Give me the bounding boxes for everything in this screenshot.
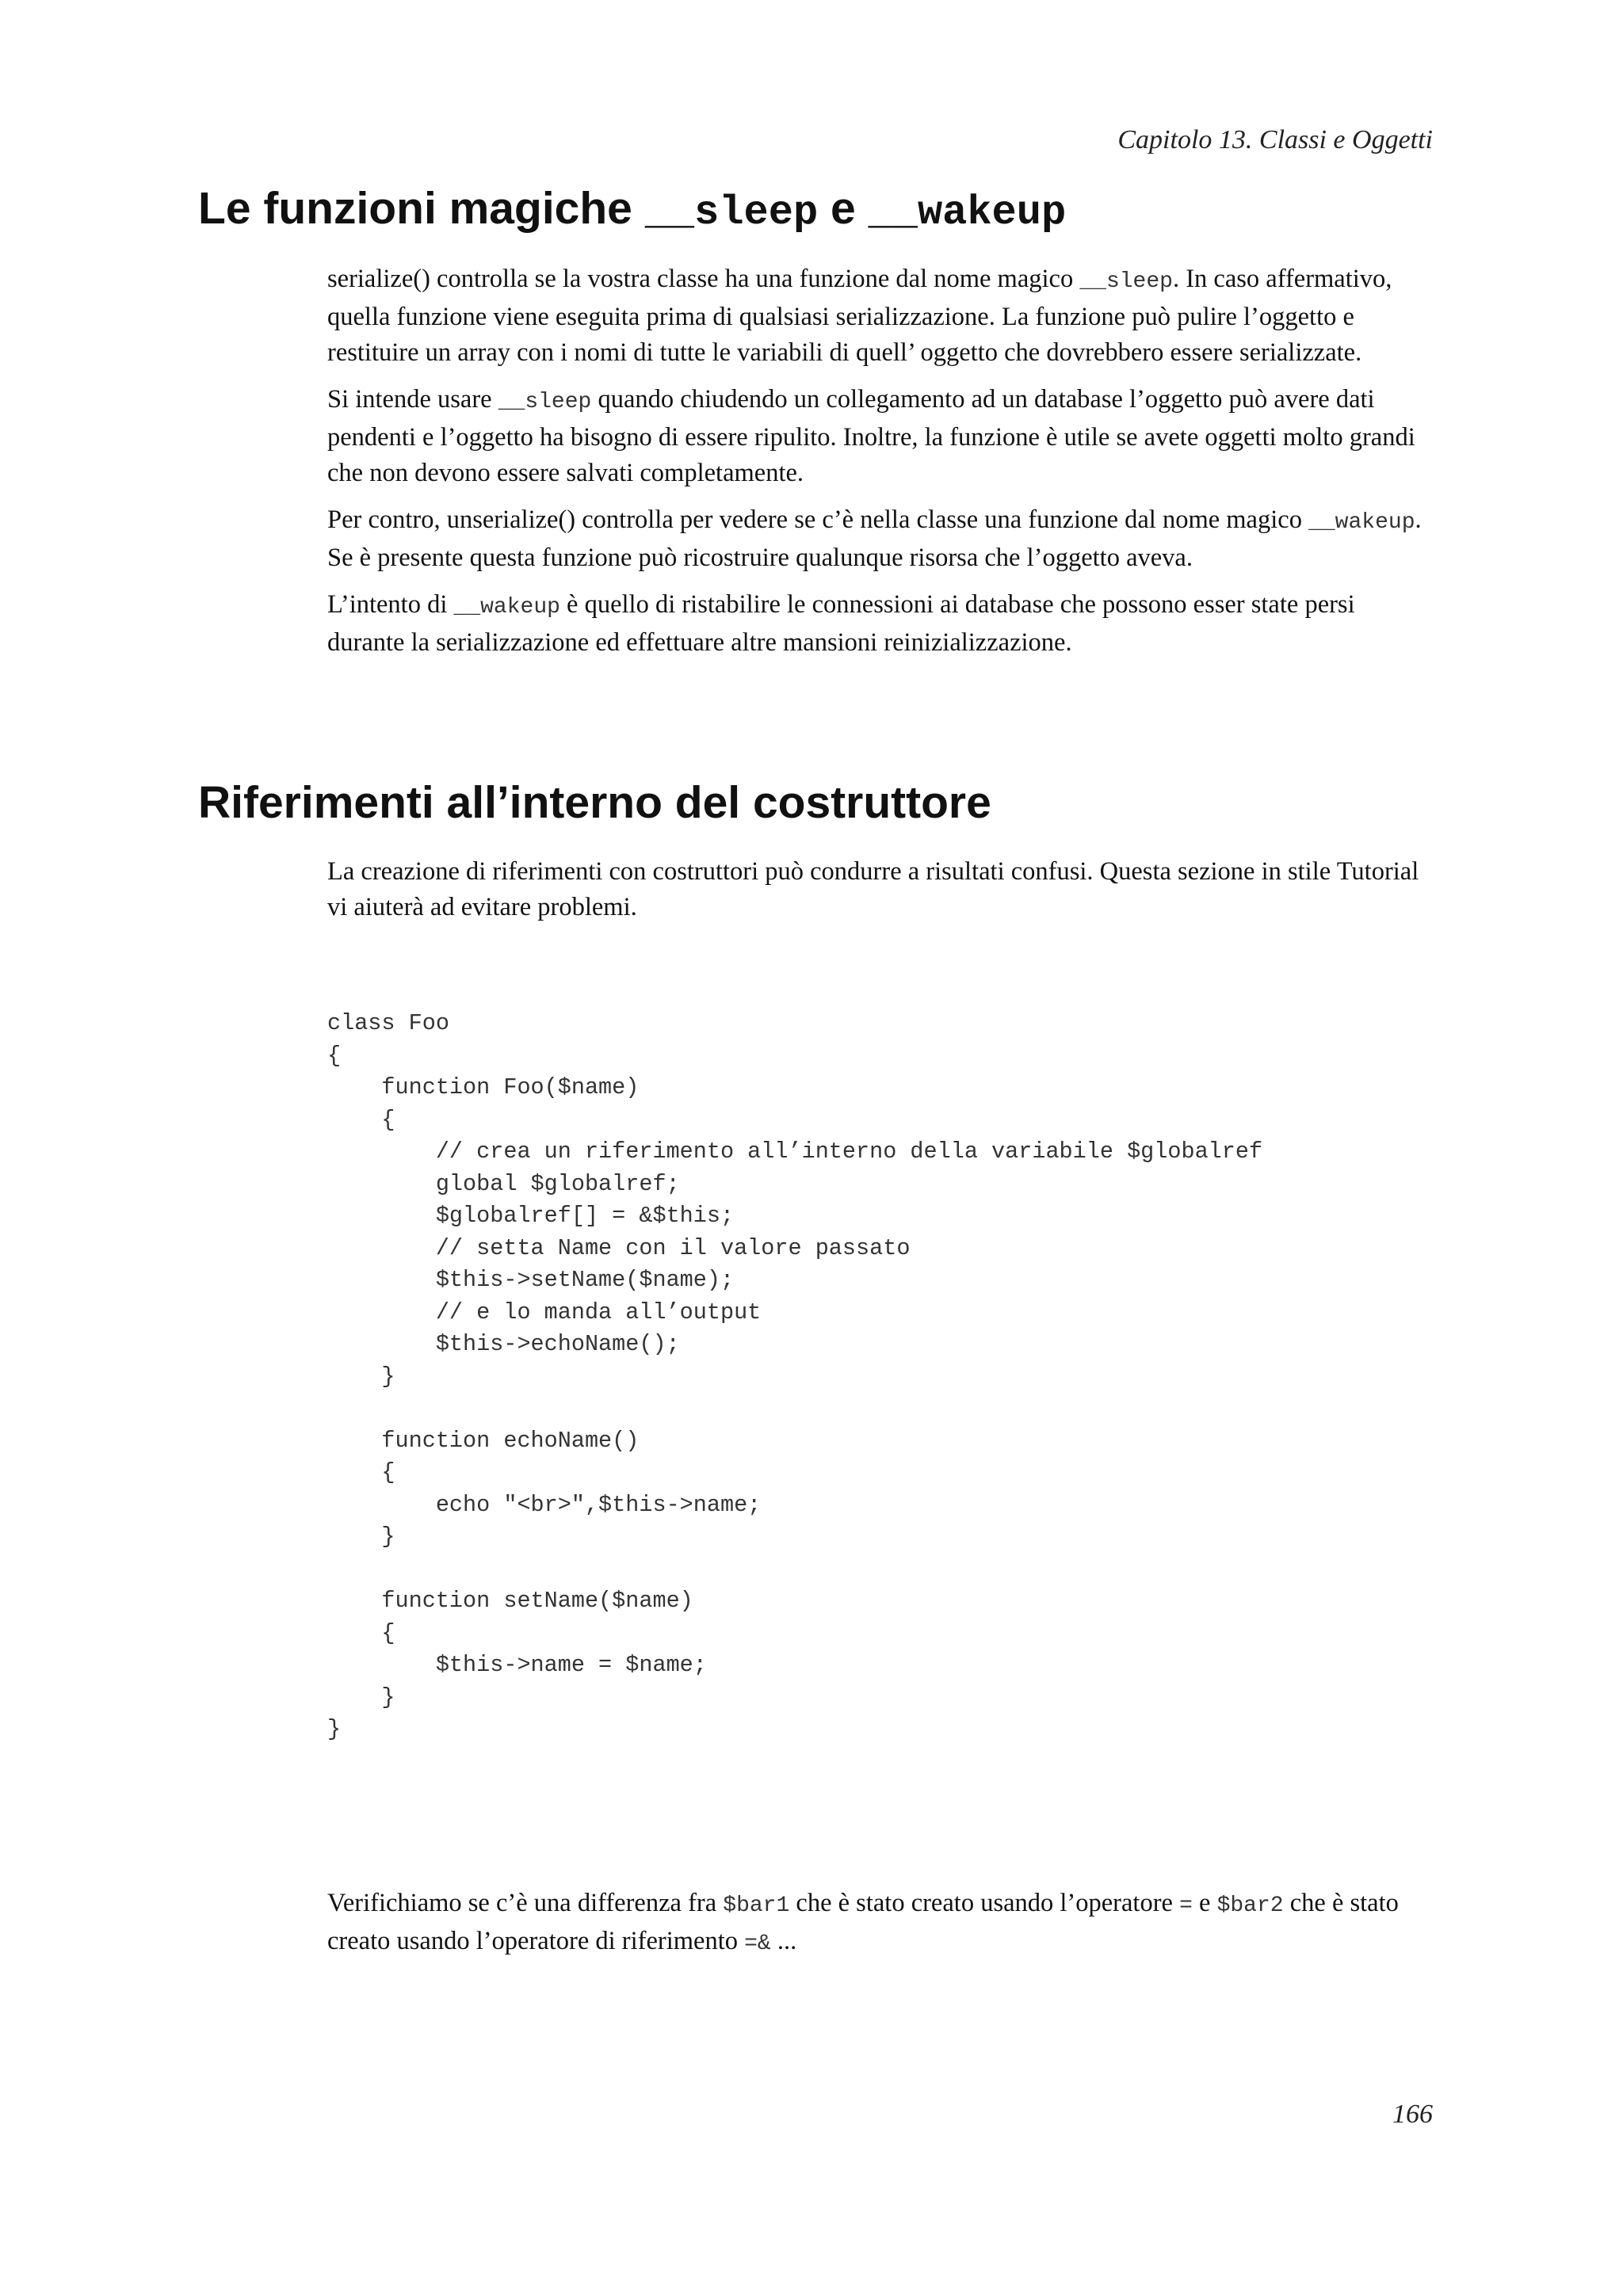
text: L’intento di (327, 590, 454, 619)
inline-code: =& (744, 1932, 771, 1956)
paragraph-unserialize (327, 502, 1437, 576)
section-title-constructor-references: Riferimenti all’interno del costruttore (198, 777, 991, 828)
paragraph-serialize (327, 261, 1437, 371)
paragraph-intro: La creazione di riferimenti con costruttori può condurre a risultati confusi. Questa sezione in stile Tutorial vi aiuterà ad evitare problemi. (327, 857, 1419, 921)
section2-followup (327, 1886, 1437, 1973)
section1-body (327, 261, 1437, 672)
text: Per contro, unserialize() controlla per vedere se c’è nella classe una funzione dal nome magico (327, 505, 1309, 534)
code-listing: class Foo { function Foo($name) { // crea un riferimento all’interno della variabile $globalref global $globalref; $globalref[] = &$this; // setta Name con il valore passato $this->setName($name); // e lo manda all’output $this->echoName(); } function echoName() { echo "<br>",$this->name; } function setName($name) { $this->name = $name; } } (327, 1010, 1263, 1742)
text: Si intende usare (327, 385, 498, 414)
text: e (1192, 1889, 1217, 1917)
text: che è stato creato usando l’operatore di riferimento (327, 1889, 1399, 1955)
title-text: Le funzioni magiche (198, 183, 645, 234)
text: è quello di ristabilire le connessioni ai database che possono esser state persi durante la serializzazione ed effettuare altre mansioni reinizializzazione. (327, 590, 1355, 657)
text: ... (770, 1927, 797, 1955)
paragraph-compare (327, 1886, 1437, 1962)
title-code-wakeup: __wakeup (868, 189, 1067, 236)
inline-code: __sleep (1079, 269, 1173, 294)
inline-code: $bar2 (1216, 1894, 1284, 1918)
text: . Se è presente questa funzione può ricostruire qualunque risorsa che l’oggetto aveva. (327, 505, 1422, 572)
section2-intro (327, 854, 1437, 936)
text: . In caso affermativo, quella funzione viene eseguita prima di qualsiasi serializzazione. La funzione può pulire l’oggetto e restituire un array con i nomi di tutte le variabili di quell’ oggetto che dovrebbero essere serializzate. (327, 265, 1392, 367)
text: serialize() controlla se la vostra classe ha una funzione dal nome magico (327, 265, 1080, 293)
inline-code: = (1179, 1894, 1193, 1918)
paragraph-sleep-usage (327, 382, 1437, 491)
paragraph-wakeup-intent (327, 587, 1437, 661)
title-text: e (818, 183, 869, 234)
inline-code: __sleep (498, 390, 592, 414)
inline-code: __wakeup (453, 595, 560, 620)
section-title-magic-functions (198, 184, 1066, 235)
text: quando chiudendo un collegamento ad un database l’oggetto può avere dati pendenti e l’oggetto ha bisogno di essere ripulito. Inoltre, la funzione è utile se avete oggetti molto grandi che non devono essere salvati completamente. (327, 385, 1415, 487)
page-number: 166 (1392, 2100, 1433, 2129)
title-code-sleep: __sleep (644, 189, 819, 236)
text: Verifichiamo se c’è una differenza fra (327, 1889, 724, 1917)
running-header: Capitolo 13. Classi e Oggetti (1117, 125, 1433, 154)
inline-code: __wakeup (1308, 510, 1415, 535)
text: che è stato creato usando l’operatore (789, 1889, 1180, 1917)
inline-code: $bar1 (723, 1894, 790, 1918)
